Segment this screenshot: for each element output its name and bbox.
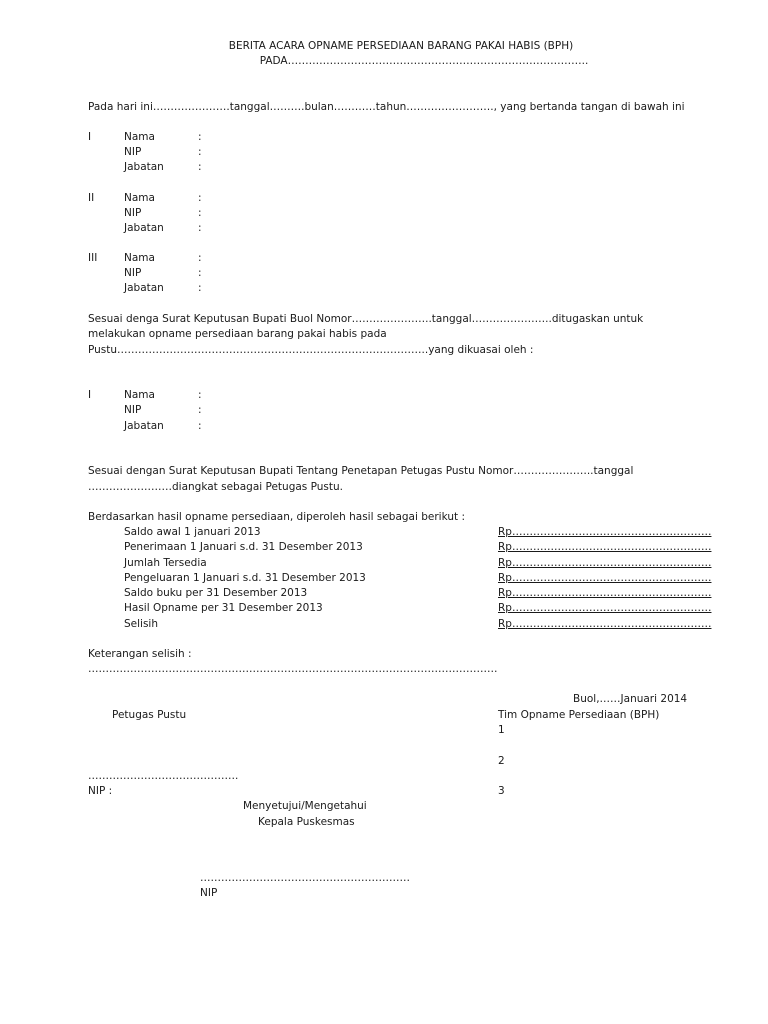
jabatan-label: Jabatan [124, 282, 164, 294]
nip-line: NIP [200, 887, 218, 899]
person-number: II [88, 192, 95, 204]
nip-label: NIP [124, 207, 142, 219]
result-item-amount: Rp………………………………………………… [498, 572, 712, 584]
place-date: Buol,……Januari 2014 [573, 693, 688, 705]
colon: : [198, 146, 202, 158]
jabatan-label: Jabatan [124, 161, 164, 173]
keterangan-label: Keterangan selisih : [88, 648, 192, 660]
paragraph-line: Pustu……………………………………………………………………………..yang dikuasai oleh : [88, 344, 534, 356]
person-number: III [88, 252, 98, 264]
jabatan-label: Jabatan [124, 222, 164, 234]
jabatan-label: Jabatan [124, 420, 164, 432]
tim-opname-title: Tim Opname Persediaan (BPH) [498, 709, 660, 721]
result-item-amount: Rp………………………………………………… [498, 526, 712, 538]
results-intro: Berdasarkan hasil opname persediaan, diperoleh hasil sebagai berikut : [88, 511, 465, 523]
colon: : [198, 252, 202, 264]
signature-line: …………………………………………………… [200, 872, 410, 884]
result-item-label: Hasil Opname per 31 Desember 2013 [124, 602, 323, 614]
result-item-amount: Rp………………………………………………… [498, 557, 712, 569]
result-item-amount: Rp………………………………………………… [498, 618, 712, 630]
colon: : [198, 207, 202, 219]
result-item-label: Saldo buku per 31 Desember 2013 [124, 587, 308, 599]
nip-label: NIP [124, 404, 142, 416]
person-number: I [88, 389, 92, 401]
result-item-label: Selisih [124, 618, 159, 630]
colon: : [198, 192, 202, 204]
approval-title: Kepala Puskesmas [258, 816, 355, 828]
nama-label: Nama [124, 192, 155, 204]
result-item-label: Penerimaan 1 Januari s.d. 31 Desember 2013 [124, 541, 363, 553]
paragraph-line: Sesuai dengan Surat Keputusan Bupati Tentang Penetapan Petugas Pustu Nomor…………………..tanggal [88, 465, 634, 477]
colon: : [198, 389, 202, 401]
team-number: 3 [498, 785, 505, 797]
result-item-label: Saldo awal 1 januari 2013 [124, 526, 261, 538]
nip-label: NIP [124, 267, 142, 279]
intro-line: Pada hari ini………………….tanggal……….bulan…………tahun……………………., yang bertanda tangan di bawah ini [88, 101, 685, 113]
result-item-amount: Rp………………………………………………… [498, 602, 712, 614]
nip-label: NIP [124, 146, 142, 158]
document-title: BERITA ACARA OPNAME PERSEDIAAN BARANG PAKAI HABIS (BPH) [228, 40, 574, 52]
colon: : [198, 420, 202, 432]
result-item-label: Pengeluaran 1 Januari s.d. 31 Desember 2013 [124, 572, 366, 584]
team-number: 2 [498, 755, 505, 767]
nip-line: NIP : [88, 785, 113, 797]
keterangan-blank: ……………………………………………………………………………………………………… [88, 663, 498, 675]
signature-line: ……………………………………. [88, 770, 239, 782]
result-item-amount: Rp………………………………………………… [498, 541, 712, 553]
paragraph-line: ……………………diangkat sebagai Petugas Pustu. [88, 481, 343, 493]
paragraph-line: melakukan opname persediaan barang pakai habis pada [88, 328, 387, 340]
colon: : [198, 404, 202, 416]
colon: : [198, 282, 202, 294]
nama-label: Nama [124, 131, 155, 143]
result-item-label: Jumlah Tersedia [124, 557, 207, 569]
colon: : [198, 161, 202, 173]
nama-label: Nama [124, 252, 155, 264]
approval-label: Menyetujui/Mengetahui [243, 800, 367, 812]
result-item-amount: Rp………………………………………………… [498, 587, 712, 599]
team-number: 1 [498, 724, 505, 736]
document-subtitle: PADA………………………………………………………………………….. [259, 55, 589, 67]
paragraph-line: Sesuai denga Surat Keputusan Bupati Buol Nomor…………………..tanggal…………………..ditugaskan untuk [88, 313, 644, 325]
person-number: I [88, 131, 92, 143]
nama-label: Nama [124, 389, 155, 401]
colon: : [198, 267, 202, 279]
petugas-pustu-title: Petugas Pustu [112, 709, 187, 721]
colon: : [198, 131, 202, 143]
colon: : [198, 222, 202, 234]
